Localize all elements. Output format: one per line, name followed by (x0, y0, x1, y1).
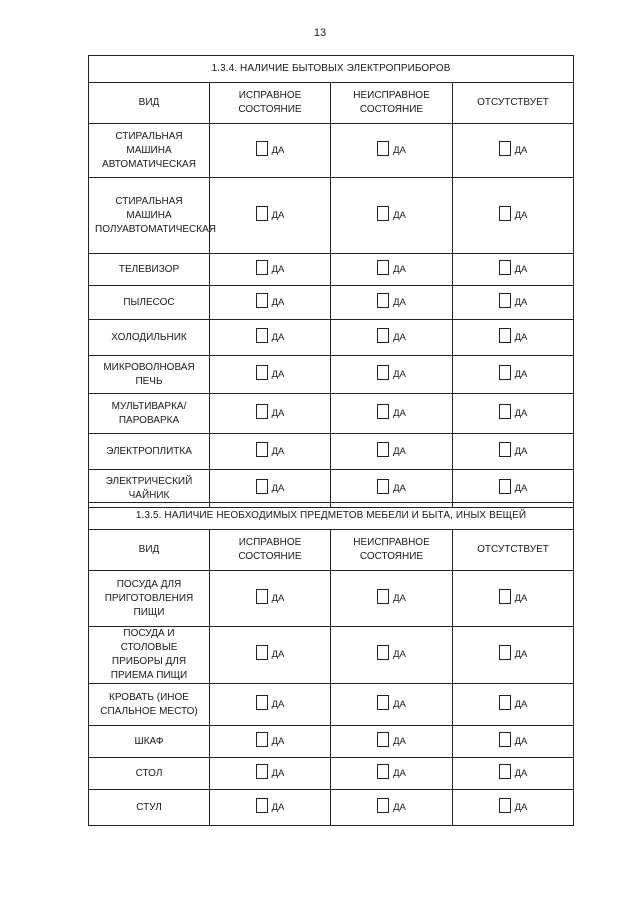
checkbox-box[interactable] (499, 695, 511, 710)
item-label: МУЛЬТИВАРКА/ПАРОВАРКА (89, 394, 210, 434)
section-title: 1.3.5. НАЛИЧИЕ НЕОБХОДИМЫХ ПРЕДМЕТОВ МЕБЕЛИ И БЫТА, ИНЫХ ВЕЩЕЙ (89, 503, 574, 530)
status-cell-working (210, 758, 331, 790)
column-header-broken: НЕИСПРАВНОЕ СОСТОЯНИЕ (331, 83, 453, 124)
checkbox-box[interactable] (256, 695, 268, 710)
checkbox-box[interactable] (377, 479, 389, 494)
checkbox-absent[interactable] (499, 695, 528, 710)
table-row (89, 758, 574, 790)
checkbox-label: ДА (514, 144, 528, 156)
checkbox-box[interactable] (499, 404, 511, 419)
checkbox-box[interactable] (256, 732, 268, 747)
checkbox-absent[interactable] (499, 442, 528, 457)
checkbox-label: ДА (271, 649, 285, 660)
checkbox-box[interactable] (377, 365, 389, 380)
checkbox-broken[interactable] (377, 404, 406, 419)
checkbox-working[interactable] (256, 764, 285, 779)
checkbox-absent[interactable] (499, 404, 528, 419)
checkbox-label: ДА (514, 592, 528, 604)
checkbox-box[interactable] (256, 293, 268, 308)
checkbox-box[interactable] (499, 293, 511, 308)
checkbox-box[interactable] (499, 798, 511, 813)
checkbox-label: ДА (271, 445, 285, 457)
status-cell-working (210, 320, 331, 356)
status-cell-absent (453, 627, 574, 684)
checkbox-label: ДА (393, 482, 406, 494)
status-cell-broken (331, 758, 453, 790)
checkbox-broken[interactable] (377, 764, 406, 779)
checkbox-absent[interactable] (499, 589, 528, 604)
status-cell-broken (331, 571, 453, 627)
checkbox-box[interactable] (256, 645, 268, 660)
table-row (89, 790, 574, 826)
checkbox-working[interactable] (256, 365, 285, 380)
status-cell-working (210, 124, 331, 178)
checkbox-label: ДА (514, 331, 528, 343)
status-cell-broken (331, 434, 453, 470)
table-row (89, 286, 574, 320)
status-cell-absent (453, 286, 574, 320)
checkbox-box[interactable] (377, 293, 389, 308)
checkbox-absent[interactable] (499, 764, 528, 779)
status-cell-working (210, 684, 331, 726)
checkbox-label: ДА (393, 368, 406, 380)
checkbox-box[interactable] (499, 732, 511, 747)
checkbox-label: ДА (271, 801, 285, 813)
checkbox-label: ДА (514, 209, 528, 221)
column-header-type: ВИД (89, 530, 210, 571)
status-cell-working (210, 254, 331, 286)
column-header-type: ВИД (89, 83, 210, 124)
checkbox-working[interactable] (256, 479, 285, 494)
checkbox-box[interactable] (377, 260, 389, 275)
table-row (89, 178, 574, 254)
checkbox-label: ДА (514, 296, 528, 308)
checkbox-absent[interactable] (499, 365, 528, 380)
checkbox-box[interactable] (256, 365, 268, 380)
checkbox-box[interactable] (256, 260, 268, 275)
checkbox-label: ДА (514, 368, 528, 380)
checkbox-broken[interactable] (377, 260, 406, 275)
checkbox-working[interactable] (256, 141, 285, 156)
checkbox-label: ДА (271, 735, 285, 747)
checkbox-label: ДА (514, 482, 528, 494)
checkbox-label: ДА (514, 735, 528, 747)
checkbox-absent[interactable] (499, 141, 528, 156)
status-cell-absent (453, 254, 574, 286)
table-row (89, 627, 574, 684)
status-cell-broken (331, 286, 453, 320)
item-label: ТЕЛЕВИЗОР (89, 254, 210, 286)
furniture-table (88, 502, 574, 826)
checkbox-box[interactable] (499, 141, 511, 156)
checkbox-broken[interactable] (377, 442, 406, 457)
checkbox-label: ДА (271, 698, 285, 710)
checkbox-absent[interactable] (499, 479, 528, 494)
checkbox-box[interactable] (377, 764, 389, 779)
checkbox-box[interactable] (499, 260, 511, 275)
checkbox-box[interactable] (499, 365, 511, 380)
checkbox-working[interactable] (256, 645, 285, 660)
checkbox-label: ДА (393, 331, 406, 343)
status-cell-broken (331, 124, 453, 178)
status-cell-absent (453, 394, 574, 434)
checkbox-broken[interactable] (377, 798, 406, 813)
table-row (89, 571, 574, 627)
checkbox-absent[interactable] (499, 732, 528, 747)
checkbox-box[interactable] (377, 442, 389, 457)
checkbox-box[interactable] (377, 732, 389, 747)
checkbox-label: ДА (271, 209, 285, 221)
checkbox-working[interactable] (256, 404, 285, 419)
status-cell-absent (453, 178, 574, 254)
checkbox-box[interactable] (499, 645, 511, 660)
checkbox-broken[interactable] (377, 479, 406, 494)
checkbox-box[interactable] (377, 141, 389, 156)
table-row (89, 434, 574, 470)
status-cell-working (210, 178, 331, 254)
item-label: СТИРАЛЬНАЯ МАШИНА ПОЛУАВТОМАТИЧЕСКАЯ (89, 178, 210, 254)
checkbox-box[interactable] (256, 404, 268, 419)
status-cell-working (210, 726, 331, 758)
checkbox-label: ДА (514, 801, 528, 813)
status-cell-broken (331, 627, 453, 684)
status-cell-broken (331, 178, 453, 254)
checkbox-label: ДА (271, 592, 285, 604)
status-cell-working (210, 571, 331, 627)
status-cell-absent (453, 726, 574, 758)
checkbox-absent[interactable] (499, 293, 528, 308)
status-cell-broken (331, 356, 453, 394)
checkbox-broken[interactable] (377, 365, 406, 380)
checkbox-box[interactable] (256, 141, 268, 156)
status-cell-working (210, 790, 331, 826)
item-label: СТОЛ (89, 758, 210, 790)
status-cell-absent (453, 356, 574, 394)
checkbox-absent[interactable] (499, 645, 528, 660)
item-label: ПОСУДА ДЛЯ ПРИГОТОВЛЕНИЯ ПИЩИ (89, 571, 210, 627)
checkbox-absent[interactable] (499, 328, 528, 343)
checkbox-broken[interactable] (377, 206, 406, 221)
checkbox-broken[interactable] (377, 645, 406, 660)
checkbox-broken[interactable] (377, 293, 406, 308)
checkbox-box[interactable] (256, 798, 268, 813)
checkbox-box[interactable] (256, 328, 268, 343)
checkbox-box[interactable] (499, 206, 511, 221)
checkbox-label: ДА (271, 368, 285, 380)
page-number: 13 (313, 27, 327, 39)
status-cell-broken (331, 394, 453, 434)
checkbox-box[interactable] (499, 589, 511, 604)
checkbox-label: ДА (271, 767, 285, 779)
checkbox-working[interactable] (256, 328, 285, 343)
checkbox-broken[interactable] (377, 589, 406, 604)
checkbox-box[interactable] (256, 479, 268, 494)
checkbox-working[interactable] (256, 260, 285, 275)
status-cell-broken (331, 320, 453, 356)
status-cell-absent (453, 790, 574, 826)
status-cell-broken (331, 254, 453, 286)
item-label: ШКАФ (89, 726, 210, 758)
appliances-table (88, 55, 574, 508)
checkbox-label: ДА (271, 482, 285, 494)
item-label: ЭЛЕКТРОПЛИТКА (89, 434, 210, 470)
status-cell-absent (453, 124, 574, 178)
item-label: ХОЛОДИЛЬНИК (89, 320, 210, 356)
item-label: МИКРОВОЛНОВАЯ ПЕЧЬ (89, 356, 210, 394)
checkbox-working[interactable] (256, 732, 285, 747)
checkbox-working[interactable] (256, 695, 285, 710)
checkbox-label: ДА (393, 407, 406, 419)
checkbox-box[interactable] (256, 442, 268, 457)
checkbox-label: ДА (514, 263, 528, 275)
column-header-working: ИСПРАВНОЕ СОСТОЯНИЕ (210, 83, 331, 124)
checkbox-label: ДА (393, 445, 406, 457)
checkbox-working[interactable] (256, 589, 285, 604)
status-cell-absent (453, 758, 574, 790)
checkbox-box[interactable] (499, 328, 511, 343)
checkbox-box[interactable] (256, 589, 268, 604)
checkbox-label: ДА (393, 263, 406, 275)
checkbox-label: ДА (271, 407, 285, 419)
status-cell-broken (331, 726, 453, 758)
item-label: СТУЛ (89, 790, 210, 826)
table-row (89, 124, 574, 178)
checkbox-label: ДА (393, 698, 406, 710)
checkbox-label: ДА (393, 649, 406, 660)
status-cell-working (210, 434, 331, 470)
status-cell-working (210, 286, 331, 320)
checkbox-box[interactable] (499, 442, 511, 457)
checkbox-box[interactable] (499, 764, 511, 779)
status-cell-working (210, 356, 331, 394)
checkbox-working[interactable] (256, 293, 285, 308)
checkbox-box[interactable] (377, 645, 389, 660)
status-cell-working (210, 627, 331, 684)
checkbox-label: ДА (271, 331, 285, 343)
checkbox-label: ДА (393, 209, 406, 221)
column-header-working: ИСПРАВНОЕ СОСТОЯНИЕ (210, 530, 331, 571)
checkbox-box[interactable] (256, 764, 268, 779)
column-header-broken: НЕИСПРАВНОЕ СОСТОЯНИЕ (331, 530, 453, 571)
checkbox-label: ДА (514, 698, 528, 710)
checkbox-label: ДА (514, 445, 528, 457)
status-cell-absent (453, 684, 574, 726)
checkbox-label: ДА (514, 767, 528, 779)
checkbox-broken[interactable] (377, 695, 406, 710)
checkbox-box[interactable] (499, 479, 511, 494)
checkbox-working[interactable] (256, 442, 285, 457)
checkbox-label: ДА (271, 263, 285, 275)
column-header-absent: ОТСУТСТВУЕТ (453, 83, 574, 124)
checkbox-box[interactable] (377, 404, 389, 419)
checkbox-label: ДА (271, 296, 285, 308)
column-header-absent: ОТСУТСТВУЕТ (453, 530, 574, 571)
checkbox-broken[interactable] (377, 732, 406, 747)
section-title: 1.3.4. НАЛИЧИЕ БЫТОВЫХ ЭЛЕКТРОПРИБОРОВ (89, 56, 574, 83)
table-row (89, 684, 574, 726)
checkbox-label: ДА (393, 592, 406, 604)
status-cell-absent (453, 434, 574, 470)
checkbox-absent[interactable] (499, 798, 528, 813)
checkbox-label: ДА (393, 296, 406, 308)
checkbox-broken[interactable] (377, 141, 406, 156)
table-row (89, 394, 574, 434)
table-row (89, 254, 574, 286)
status-cell-working (210, 394, 331, 434)
table-row (89, 356, 574, 394)
checkbox-box[interactable] (377, 695, 389, 710)
checkbox-box[interactable] (377, 798, 389, 813)
checkbox-box[interactable] (377, 206, 389, 221)
checkbox-label: ДА (393, 735, 406, 747)
status-cell-broken (331, 684, 453, 726)
item-label: ЭЛЕКТРИЧЕСКИЙ ЧАЙНИК (89, 470, 210, 508)
checkbox-label: ДА (514, 649, 528, 660)
status-cell-broken (331, 790, 453, 826)
checkbox-label: ДА (514, 407, 528, 419)
checkbox-label: ДА (393, 801, 406, 813)
checkbox-label: ДА (393, 767, 406, 779)
item-label: СТИРАЛЬНАЯ МАШИНА АВТОМАТИЧЕСКАЯ (89, 124, 210, 178)
checkbox-label: ДА (271, 144, 285, 156)
checkbox-absent[interactable] (499, 206, 528, 221)
checkbox-working[interactable] (256, 798, 285, 813)
item-label: ПОСУДА И СТОЛОВЫЕ ПРИБОРЫ ДЛЯ ПРИЕМА ПИЩИ (89, 627, 210, 684)
checkbox-broken[interactable] (377, 328, 406, 343)
checkbox-box[interactable] (377, 589, 389, 604)
checkbox-label: ДА (393, 144, 406, 156)
item-label: ПЫЛЕСОС (89, 286, 210, 320)
item-label: КРОВАТЬ (ИНОЕ СПАЛЬНОЕ МЕСТО) (89, 684, 210, 726)
table-row (89, 320, 574, 356)
checkbox-absent[interactable] (499, 260, 528, 275)
table-row (89, 726, 574, 758)
checkbox-box[interactable] (256, 206, 268, 221)
status-cell-absent (453, 320, 574, 356)
status-cell-absent (453, 571, 574, 627)
checkbox-working[interactable] (256, 206, 285, 221)
checkbox-box[interactable] (377, 328, 389, 343)
